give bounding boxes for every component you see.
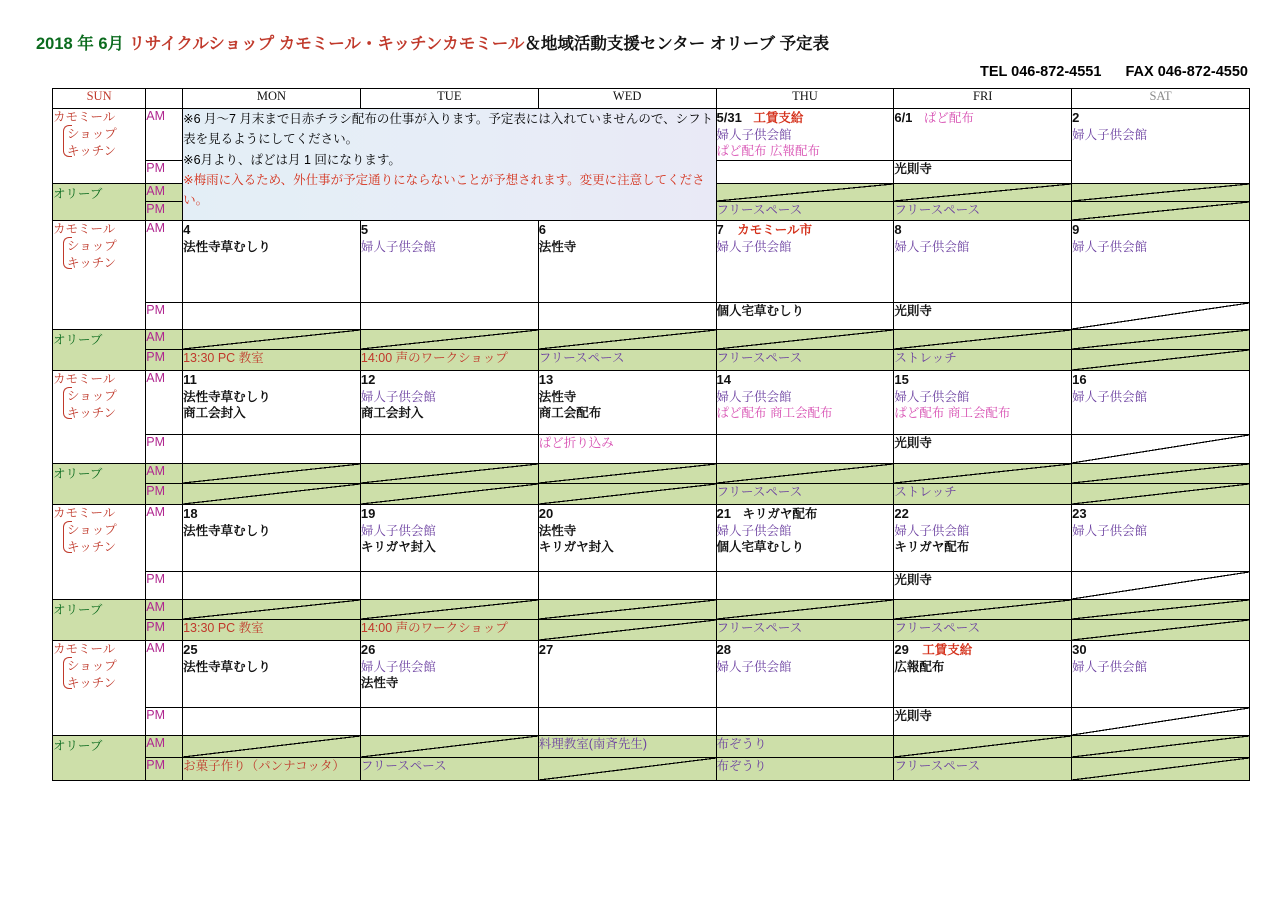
- label-shop: ショップ: [67, 522, 117, 537]
- row-label-kamomiile: [53, 370, 146, 463]
- row-label-olive: [53, 183, 146, 220]
- event: 婦人子供会館: [360, 523, 436, 538]
- cell-day-28[interactable]: [716, 640, 894, 707]
- cell-day-20[interactable]: [538, 504, 716, 571]
- col-wed: WED: [538, 89, 716, 109]
- week3-am-row: [53, 370, 1250, 434]
- day-number: 29: [894, 641, 909, 657]
- label-kitchen: キッチン: [67, 405, 117, 420]
- col-sun: SUN: [53, 89, 146, 109]
- row-label-kamomiile: [53, 220, 146, 329]
- cell-day-15-pm[interactable]: [894, 435, 1072, 464]
- table-header-row: [53, 89, 1250, 109]
- day-number: 4: [183, 221, 191, 237]
- event: 法性寺草むしり: [183, 659, 271, 674]
- event: 法性寺: [360, 676, 399, 691]
- label-olive: オリーブ: [53, 738, 103, 753]
- event: 婦人子供会館: [894, 523, 970, 538]
- olive-cell[interactable]: [183, 329, 361, 350]
- olive-cell[interactable]: 14:00 声のワークショップ: [360, 620, 538, 641]
- day-number: 28: [716, 641, 731, 657]
- event: 婦人子供会館: [360, 389, 436, 404]
- olive-cell[interactable]: [716, 183, 894, 202]
- cell-day-23-pm[interactable]: [1072, 571, 1250, 599]
- olive-cell[interactable]: [183, 735, 361, 758]
- week3-olive-am-row: [53, 463, 1250, 484]
- event: キリガヤ配布: [894, 540, 970, 555]
- olive-cell[interactable]: [538, 463, 716, 484]
- olive-cell[interactable]: [1072, 183, 1250, 202]
- ampm-pm: PM: [146, 484, 183, 505]
- cell-day-30-pm[interactable]: [1072, 707, 1250, 735]
- ampm-am: AM: [146, 504, 183, 571]
- olive-cell[interactable]: [183, 463, 361, 484]
- event: 婦人子供会館: [716, 127, 792, 142]
- event: 婦人子供会館: [1072, 239, 1148, 254]
- cell-day-8-pm[interactable]: [894, 302, 1072, 329]
- olive-cell[interactable]: [538, 599, 716, 620]
- week4-pm-row: [53, 571, 1250, 599]
- olive-cell[interactable]: フリースペース: [716, 350, 894, 371]
- row-label-olive: [53, 463, 146, 504]
- event: ぱど配布 商工会配布: [894, 406, 1011, 421]
- day-number: 5: [360, 221, 369, 237]
- ampm-pm: PM: [146, 350, 183, 371]
- event: 商工会封入: [360, 406, 424, 421]
- olive-cell[interactable]: [538, 620, 716, 641]
- day-number: 30: [1072, 641, 1087, 657]
- olive-cell[interactable]: [716, 599, 894, 620]
- olive-cell[interactable]: [894, 463, 1072, 484]
- row-label-kamomiile: [53, 504, 146, 599]
- row-label-olive: [53, 329, 146, 370]
- day-number: 16: [1072, 371, 1087, 387]
- olive-cell[interactable]: [894, 183, 1072, 202]
- cell-day-15[interactable]: [894, 370, 1072, 434]
- cell-day-27-pm[interactable]: [538, 707, 716, 735]
- olive-cell[interactable]: フリースペース: [538, 350, 716, 371]
- olive-cell[interactable]: [1072, 463, 1250, 484]
- contact-info: [960, 64, 1248, 80]
- day-badge: ぱど配布: [923, 111, 974, 125]
- ampm-pm: PM: [146, 758, 183, 781]
- label-olive: オリーブ: [53, 186, 103, 201]
- event: 個人宅草むしり: [716, 303, 805, 318]
- olive-cell[interactable]: [1072, 350, 1250, 371]
- event: 法性寺草むしり: [183, 523, 271, 538]
- week2-olive-am-row: [53, 329, 1250, 350]
- event: 婦人子供会館: [1072, 127, 1148, 142]
- cell-day-11-pm[interactable]: [183, 435, 361, 464]
- day-number: 6/1: [894, 110, 913, 125]
- week5-am-row: [53, 640, 1250, 707]
- cell-day-22[interactable]: [894, 504, 1072, 571]
- event: 光則寺: [894, 436, 932, 451]
- event: 婦人子供会館: [894, 239, 970, 254]
- event: 商工会封入: [183, 406, 246, 421]
- day-number: 7: [716, 221, 724, 237]
- cell-day-14[interactable]: [716, 370, 894, 434]
- event: キリガヤ封入: [538, 540, 614, 555]
- label-olive: オリーブ: [53, 602, 103, 617]
- label-kitchen: キッチン: [67, 539, 117, 554]
- ampm-pm: PM: [146, 707, 183, 735]
- event: 婦人子供会館: [1072, 523, 1148, 538]
- olive-cell[interactable]: 料理教室(南斉先生): [538, 735, 716, 758]
- week3-pm-row: [53, 435, 1250, 464]
- cell-day-28-pm[interactable]: [716, 707, 894, 735]
- label-kamomiile: カモミール: [53, 505, 116, 520]
- olive-cell[interactable]: [1072, 620, 1250, 641]
- cell-day-5-31-pm[interactable]: [716, 160, 894, 183]
- cell-day-20-pm[interactable]: [538, 571, 716, 599]
- event: 婦人子供会館: [894, 389, 970, 404]
- cell-day-5-pm[interactable]: [360, 302, 538, 329]
- ampm-pm: PM: [146, 302, 183, 329]
- event: 法性寺: [538, 389, 577, 404]
- week3-olive-pm-row: [53, 484, 1250, 505]
- cell-day-9[interactable]: [1072, 220, 1250, 302]
- event: 法性寺草むしり: [183, 239, 271, 254]
- brace-decoration: [63, 657, 72, 689]
- day-number: 19: [360, 505, 376, 521]
- week2-am-row: [53, 220, 1250, 302]
- olive-cell[interactable]: [1072, 329, 1250, 350]
- ampm-am: AM: [146, 640, 183, 707]
- event: 婦人子供会館: [360, 659, 436, 674]
- label-kitchen: キッチン: [67, 255, 117, 270]
- day-number: 8: [894, 221, 902, 237]
- event: 個人宅草むしり: [716, 540, 805, 555]
- ampm-pm: PM: [146, 620, 183, 641]
- ampm-am: AM: [146, 329, 183, 350]
- label-shop: ショップ: [67, 126, 117, 141]
- title-tail: 予定表: [779, 35, 830, 53]
- event: 光則寺: [894, 303, 932, 318]
- day-number: 5/31: [716, 110, 742, 125]
- event: 法性寺: [538, 523, 577, 538]
- ampm-pm: PM: [146, 160, 183, 183]
- olive-cell[interactable]: [360, 463, 538, 484]
- day-number: 2: [1072, 110, 1080, 125]
- ampm-pm: PM: [146, 202, 183, 221]
- olive-cell[interactable]: [360, 735, 538, 758]
- event: 法性寺: [538, 239, 577, 254]
- label-shop: ショップ: [67, 238, 117, 253]
- cell-day-6-pm[interactable]: [538, 302, 716, 329]
- label-kamomiile: カモミール: [53, 110, 116, 124]
- olive-cell[interactable]: フリースペース: [894, 620, 1072, 641]
- note-1: ※6 月～7 月末まで日赤チラシ配布の仕事が入ります。予定表には入れていませんので、シフト表を見るようにしてください。: [183, 112, 714, 147]
- cell-day-2[interactable]: [1072, 109, 1250, 184]
- olive-cell[interactable]: [894, 599, 1072, 620]
- olive-cell[interactable]: [538, 484, 716, 505]
- cell-day-18[interactable]: [183, 504, 361, 571]
- cell-day-27[interactable]: [538, 640, 716, 707]
- day-number: 13: [538, 371, 554, 387]
- cell-day-6-1-pm[interactable]: [894, 160, 1072, 183]
- event: ぱど折り込み: [538, 436, 614, 451]
- cell-day-9-pm[interactable]: [1072, 302, 1250, 329]
- cell-day-16[interactable]: [1072, 370, 1250, 434]
- cell-day-21-pm[interactable]: [716, 571, 894, 599]
- row-label-kamomiile: [53, 640, 146, 735]
- cell-day-5-31[interactable]: [716, 109, 894, 161]
- row-label-olive: [53, 735, 146, 780]
- cell-day-29[interactable]: [894, 640, 1072, 707]
- olive-cell[interactable]: [1072, 484, 1250, 505]
- olive-cell[interactable]: [1072, 599, 1250, 620]
- day-number: 18: [183, 505, 198, 521]
- title-amp: ＆: [524, 35, 541, 53]
- cell-day-5[interactable]: [360, 220, 538, 302]
- week5-pm-row: [53, 707, 1250, 735]
- cell-day-6[interactable]: [538, 220, 716, 302]
- event: 商工会配布: [538, 406, 602, 421]
- ampm-am: AM: [146, 183, 183, 202]
- day-number: 21: [716, 505, 731, 521]
- notes-block: [183, 109, 716, 221]
- event: 婦人子供会館: [716, 239, 792, 254]
- olive-cell[interactable]: [1072, 735, 1250, 758]
- day-number: 12: [360, 371, 376, 387]
- cell-day-8[interactable]: [894, 220, 1072, 302]
- cell-day-11[interactable]: [183, 370, 361, 434]
- label-kamomiile: カモミール: [53, 641, 116, 656]
- cell-day-18-pm[interactable]: [183, 571, 361, 599]
- ampm-am: AM: [146, 599, 183, 620]
- cell-day-4-pm[interactable]: [183, 302, 361, 329]
- event: 法性寺草むしり: [183, 389, 271, 404]
- label-kitchen: キッチン: [67, 675, 117, 690]
- cell-day-19[interactable]: [360, 504, 538, 571]
- week2-pm-row: [53, 302, 1250, 329]
- ampm-am: AM: [146, 735, 183, 758]
- brace-decoration: [63, 521, 72, 553]
- olive-cell[interactable]: お菓子作り（パンナコッタ）: [183, 758, 361, 781]
- note-2: ※6月より、ぱどは月 1 回になります。: [183, 152, 401, 167]
- event: 婦人子供会館: [360, 239, 436, 254]
- day-number: 9: [1072, 221, 1080, 237]
- olive-cell[interactable]: フリースペース: [360, 758, 538, 781]
- day-number: 25: [183, 641, 198, 657]
- day-number: 14: [716, 371, 731, 387]
- day-number: 26: [360, 641, 376, 657]
- olive-cell[interactable]: 13:30 PC 教室: [183, 620, 361, 641]
- cell-day-22-pm[interactable]: [894, 571, 1072, 599]
- olive-cell[interactable]: 14:00 声のワークショップ: [360, 350, 538, 371]
- label-shop: ショップ: [67, 388, 117, 403]
- title-year: 2018 年 6月: [36, 35, 125, 53]
- label-olive: オリーブ: [53, 466, 103, 481]
- page-title: [36, 30, 829, 54]
- olive-cell[interactable]: フリースペース: [894, 202, 1072, 221]
- olive-cell[interactable]: [1072, 202, 1250, 221]
- label-olive: オリーブ: [53, 332, 103, 347]
- label-kamomiile: カモミール: [53, 221, 116, 236]
- event: 婦人子供会館: [1072, 389, 1148, 404]
- cell-day-12[interactable]: [360, 370, 538, 434]
- cell-day-13[interactable]: [538, 370, 716, 434]
- col-ampm: [146, 89, 183, 109]
- week5-olive-pm-row: [53, 758, 1250, 781]
- olive-cell[interactable]: 布ぞうり: [716, 758, 894, 781]
- week1-am-row: [53, 109, 1250, 161]
- olive-cell[interactable]: ストレッチ: [894, 350, 1072, 371]
- brace-decoration: [63, 237, 72, 269]
- cell-day-7[interactable]: [716, 220, 894, 302]
- col-mon: MON: [183, 89, 361, 109]
- col-thu: THU: [716, 89, 894, 109]
- cell-day-6-1[interactable]: [894, 109, 1072, 161]
- olive-cell[interactable]: 13:30 PC 教室: [183, 350, 361, 371]
- event: キリガヤ封入: [360, 540, 436, 555]
- title-shop: リサイクルショップ カモミール・キッチンカモミール: [128, 35, 525, 53]
- schedule-table: [52, 88, 1250, 781]
- cell-day-25-pm[interactable]: [183, 707, 361, 735]
- label-kitchen: キッチン: [67, 143, 117, 158]
- brace-decoration: [63, 125, 72, 157]
- event: 広報配布: [894, 659, 945, 674]
- cell-day-7-pm[interactable]: [716, 302, 894, 329]
- cell-day-16-pm[interactable]: [1072, 435, 1250, 464]
- day-badge: キリガヤ配布: [742, 506, 818, 521]
- brace-decoration: [63, 387, 72, 419]
- day-number: 20: [538, 505, 554, 521]
- week4-olive-pm-row: [53, 620, 1250, 641]
- olive-cell[interactable]: [716, 329, 894, 350]
- olive-cell[interactable]: [538, 758, 716, 781]
- ampm-am: AM: [146, 109, 183, 161]
- olive-cell[interactable]: [360, 484, 538, 505]
- olive-cell[interactable]: [360, 329, 538, 350]
- event: ぱど配布 広報配布: [716, 144, 821, 159]
- cell-day-21[interactable]: [716, 504, 894, 571]
- ampm-am: AM: [146, 220, 183, 302]
- ampm-pm: PM: [146, 435, 183, 464]
- day-number: 15: [894, 371, 909, 387]
- cell-day-12-pm[interactable]: [360, 435, 538, 464]
- olive-cell[interactable]: ストレッチ: [894, 484, 1072, 505]
- row-label-kamomiile: [53, 109, 146, 184]
- event: 光則寺: [894, 572, 932, 587]
- day-badge: カモミール市: [737, 222, 813, 237]
- col-fri: FRI: [894, 89, 1072, 109]
- event: 婦人子供会館: [1072, 659, 1148, 674]
- tel-text: TEL 046-872-4551: [979, 64, 1102, 80]
- event: 婦人子供会館: [716, 389, 792, 404]
- cell-day-14-pm[interactable]: [716, 435, 894, 464]
- cell-day-26[interactable]: [360, 640, 538, 707]
- cell-day-30[interactable]: [1072, 640, 1250, 707]
- olive-cell[interactable]: [1072, 758, 1250, 781]
- cell-day-4[interactable]: [183, 220, 361, 302]
- olive-cell[interactable]: 布ぞうり: [716, 735, 894, 758]
- olive-cell[interactable]: [183, 484, 361, 505]
- day-number: 22: [894, 505, 909, 521]
- cell-day-25[interactable]: [183, 640, 361, 707]
- event: 婦人子供会館: [716, 523, 792, 538]
- cell-day-19-pm[interactable]: [360, 571, 538, 599]
- olive-cell[interactable]: [538, 329, 716, 350]
- event: 光則寺: [894, 708, 932, 723]
- olive-cell[interactable]: [716, 463, 894, 484]
- note-3: ※梅雨に入るため、外仕事が予定通りにならないことが予想されます。変更に注意してください。: [183, 172, 705, 207]
- row-label-olive: [53, 599, 146, 640]
- col-tue: TUE: [360, 89, 538, 109]
- ampm-pm: PM: [146, 571, 183, 599]
- title-center: 地域活動支援センター オリーブ: [540, 35, 775, 53]
- olive-cell[interactable]: フリースペース: [894, 758, 1072, 781]
- olive-cell[interactable]: フリースペース: [716, 202, 894, 221]
- event: ぱど配布 商工会配布: [716, 406, 833, 421]
- col-sat: SAT: [1072, 89, 1250, 109]
- label-kamomiile: カモミール: [53, 371, 116, 386]
- event: 婦人子供会館: [716, 659, 792, 674]
- day-number: 23: [1072, 505, 1087, 521]
- olive-cell[interactable]: フリースペース: [716, 484, 894, 505]
- olive-cell[interactable]: [894, 329, 1072, 350]
- cell-day-23[interactable]: [1072, 504, 1250, 571]
- week5-olive-am-row: [53, 735, 1250, 758]
- olive-cell[interactable]: フリースペース: [716, 620, 894, 641]
- label-shop: ショップ: [67, 658, 117, 673]
- day-badge: 工賃支給: [753, 111, 804, 125]
- day-badge: 工賃支給: [922, 642, 973, 657]
- week4-am-row: [53, 504, 1250, 571]
- ampm-am: AM: [146, 370, 183, 434]
- ampm-am: AM: [146, 463, 183, 484]
- fax-text: FAX 046-872-4550: [1125, 64, 1248, 80]
- week4-olive-am-row: [53, 599, 1250, 620]
- olive-cell[interactable]: [183, 599, 361, 620]
- day-number: 6: [538, 221, 546, 237]
- event: 光則寺: [894, 161, 932, 176]
- cell-day-26-pm[interactable]: [360, 707, 538, 735]
- olive-cell[interactable]: [360, 599, 538, 620]
- cell-day-29-pm[interactable]: [894, 707, 1072, 735]
- day-number: 27: [538, 641, 554, 657]
- olive-cell[interactable]: [894, 735, 1072, 758]
- day-number: 11: [183, 371, 197, 387]
- cell-day-13-pm[interactable]: [538, 435, 716, 464]
- week2-olive-pm-row: [53, 350, 1250, 371]
